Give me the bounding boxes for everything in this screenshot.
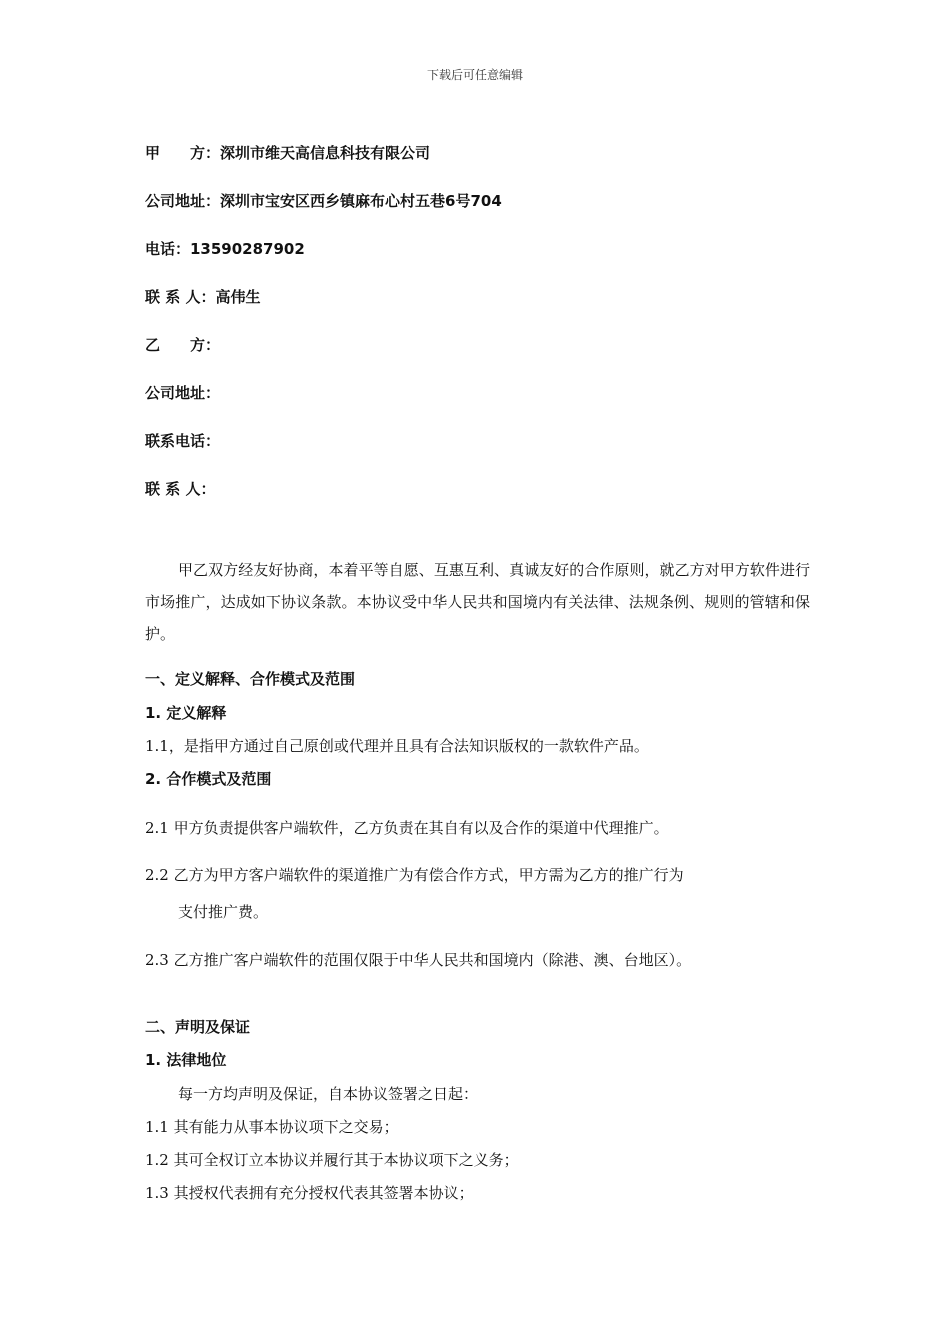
section2-lead: 每一方均声明及保证，自本协议签署之日起： [178, 1085, 479, 1103]
section1-item-2-3: 2.3 乙方推广客户端软件的范围仅限于中华人民共和国境内（除港、澳、台地区）。 [145, 951, 692, 969]
section1-item-2-2-cont: 支付推广费。 [178, 903, 269, 921]
section1-sub1-title: 1. 定义解释 [145, 704, 227, 722]
party-a-name: 甲 方：深圳市维天高信息科技有限公司 [145, 144, 431, 162]
section1-item-2-2: 2.2 乙方为甲方客户端软件的渠道推广为有偿合作方式，甲方需为乙方的推广行为 [145, 866, 684, 884]
party-b-contact: 联 系 人： [145, 480, 216, 498]
section1-title: 一、定义解释、合作模式及范围 [145, 670, 356, 688]
section2-item-1-1: 1.1 其有能力从事本协议项下之交易； [145, 1118, 399, 1136]
section2-item-1-2: 1.2 其可全权订立本协议并履行其于本协议项下之义务； [145, 1151, 519, 1169]
section2-sub1-title: 1. 法律地位 [145, 1051, 227, 1069]
section2-item-1-3: 1.3 其授权代表拥有充分授权代表其签署本协议； [145, 1184, 474, 1202]
section2-title: 二、声明及保证 [145, 1018, 251, 1036]
section1-item-1-1: 1.1，是指甲方通过自己原创或代理并且具有合法知识版权的一款软件产品。 [145, 737, 649, 755]
intro-paragraph: 甲乙双方经友好协商，本着平等自愿、互惠互利、真诚友好的合作原则，就乙方对甲方软件进行市场推广，达成如下协议条款。本协议受中华人民共和国境内有关法律、法规条例、规则的管辖和保护。 [145, 561, 810, 643]
party-b-address: 公司地址： [145, 384, 221, 402]
section1-item-2-1: 2.1 甲方负责提供客户端软件，乙方负责在其自有以及合作的渠道中代理推广。 [145, 819, 669, 837]
header-note: 下载后可任意编辑 [426, 68, 523, 82]
party-b-name: 乙 方： [145, 336, 221, 354]
party-a-contact: 联 系 人：高伟生 [145, 288, 261, 306]
party-b-phone: 联系电话： [145, 432, 221, 450]
party-a-phone: 电话：13590287902 [145, 240, 305, 258]
party-a-address: 公司地址：深圳市宝安区西乡镇麻布心村五巷6号704 [145, 192, 502, 210]
section1-sub2-title: 2. 合作模式及范围 [145, 770, 272, 788]
